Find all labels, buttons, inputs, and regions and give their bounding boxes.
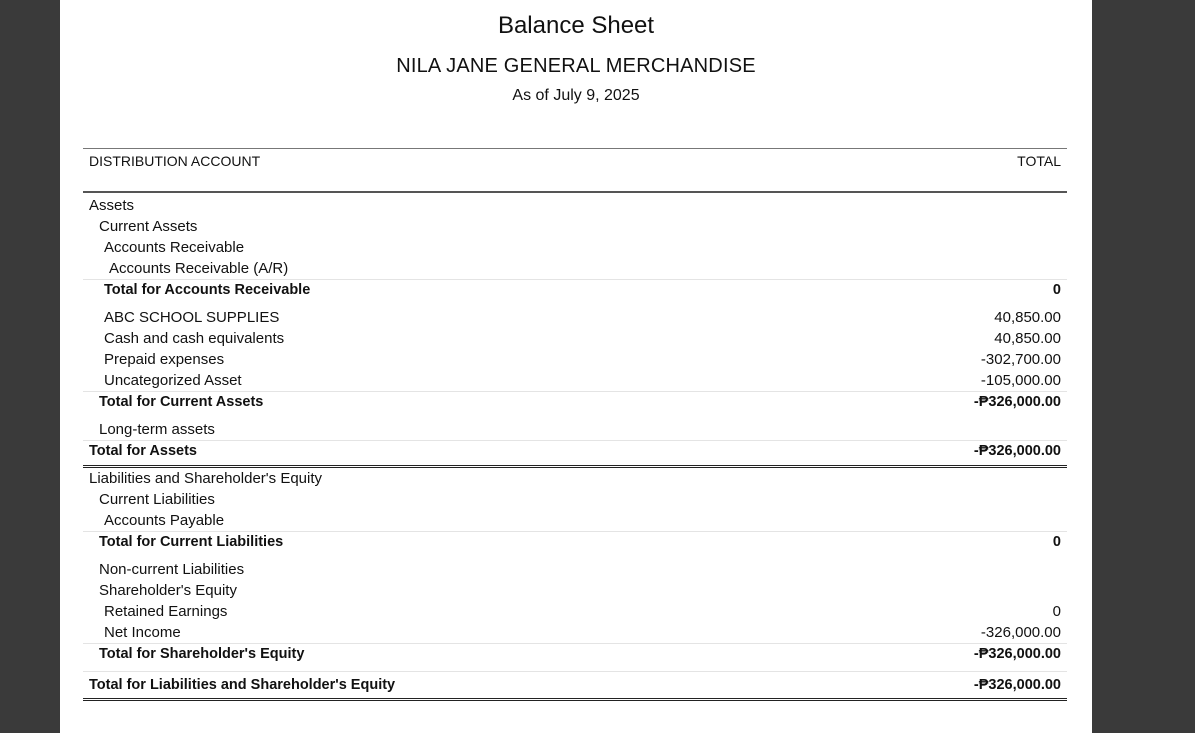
row-long-term-assets[interactable] xyxy=(83,419,1067,440)
row-label: Total for Current Liabilities xyxy=(99,534,284,550)
row-amount: 40,850.00 xyxy=(994,309,1061,326)
row-shareholders-equity[interactable] xyxy=(83,580,1067,601)
row-assets[interactable] xyxy=(83,195,1067,216)
row-label: Current Liabilities xyxy=(99,491,215,508)
row-label: Assets xyxy=(89,197,135,214)
row-label: Accounts Payable xyxy=(104,512,225,529)
row-label: Accounts Receivable xyxy=(104,239,245,256)
row-total-liabilities-equity[interactable] xyxy=(83,671,1067,701)
row-amount: -326,000.00 xyxy=(980,624,1061,641)
row-label: Retained Earnings xyxy=(104,603,228,620)
row-amount: 40,850.00 xyxy=(994,330,1061,347)
row-amount: -302,700.00 xyxy=(980,351,1061,368)
report-title: Balance Sheet xyxy=(497,12,655,39)
column-header-account: DISTRIBUTION ACCOUNT xyxy=(89,153,261,169)
row-label: Uncategorized Asset xyxy=(104,372,242,389)
row-label: Total for Shareholder's Equity xyxy=(99,646,305,662)
row-retained-earnings[interactable] xyxy=(83,601,1067,622)
row-abc-school-supplies[interactable] xyxy=(83,307,1067,328)
row-label: Total for Liabilities and Shareholder's Equity xyxy=(89,677,396,693)
report-date: As of July 9, 2025 xyxy=(512,87,640,104)
row-amount: 0 xyxy=(1052,282,1061,298)
row-prepaid-expenses[interactable] xyxy=(83,349,1067,370)
row-label: Accounts Receivable (A/R) xyxy=(109,260,289,277)
row-accounts-receivable-ar[interactable] xyxy=(83,258,1067,279)
row-total-assets[interactable] xyxy=(83,440,1067,468)
row-label: Non-current Liabilities xyxy=(99,561,245,578)
row-total-current-liabilities[interactable] xyxy=(83,531,1067,553)
row-amount: 0 xyxy=(1052,534,1061,550)
row-label: Long-term assets xyxy=(99,421,215,438)
row-uncategorized-asset[interactable] xyxy=(83,370,1067,391)
row-label: Net Income xyxy=(104,624,181,641)
row-current-liabilities[interactable] xyxy=(83,489,1067,510)
table-header xyxy=(83,148,1067,193)
row-amount: -₱326,000.00 xyxy=(973,394,1061,410)
row-amount: -105,000.00 xyxy=(980,372,1061,389)
row-label: Current Assets xyxy=(99,218,198,235)
row-label: Total for Assets xyxy=(89,443,197,459)
company-name: NILA JANE GENERAL MERCHANDISE xyxy=(396,55,756,77)
row-cash-equivalents[interactable] xyxy=(83,328,1067,349)
row-accounts-receivable[interactable] xyxy=(83,237,1067,258)
row-net-income[interactable] xyxy=(83,622,1067,643)
row-label: Total for Accounts Receivable xyxy=(104,282,311,298)
row-label: ABC SCHOOL SUPPLIES xyxy=(104,309,280,326)
column-header-total: TOTAL xyxy=(1017,153,1061,169)
row-amount: 0 xyxy=(1052,603,1061,620)
row-accounts-payable[interactable] xyxy=(83,510,1067,531)
row-amount: -₱326,000.00 xyxy=(973,443,1061,459)
row-label: Total for Current Assets xyxy=(99,394,264,410)
row-total-accounts-receivable[interactable] xyxy=(83,279,1067,301)
row-label: Liabilities and Shareholder's Equity xyxy=(89,470,323,487)
row-amount: -₱326,000.00 xyxy=(973,677,1061,693)
row-total-shareholders-equity[interactable] xyxy=(83,643,1067,665)
row-label: Prepaid expenses xyxy=(104,351,225,368)
row-current-assets[interactable] xyxy=(83,216,1067,237)
row-non-current-liabilities[interactable] xyxy=(83,559,1067,580)
row-label: Shareholder's Equity xyxy=(99,582,237,599)
balance-sheet-table xyxy=(83,148,1067,701)
row-total-current-assets[interactable] xyxy=(83,391,1067,413)
row-label: Cash and cash equivalents xyxy=(104,330,285,347)
row-amount: -₱326,000.00 xyxy=(973,646,1061,662)
report-page xyxy=(60,0,1092,733)
row-liabilities-equity[interactable] xyxy=(83,468,1067,489)
